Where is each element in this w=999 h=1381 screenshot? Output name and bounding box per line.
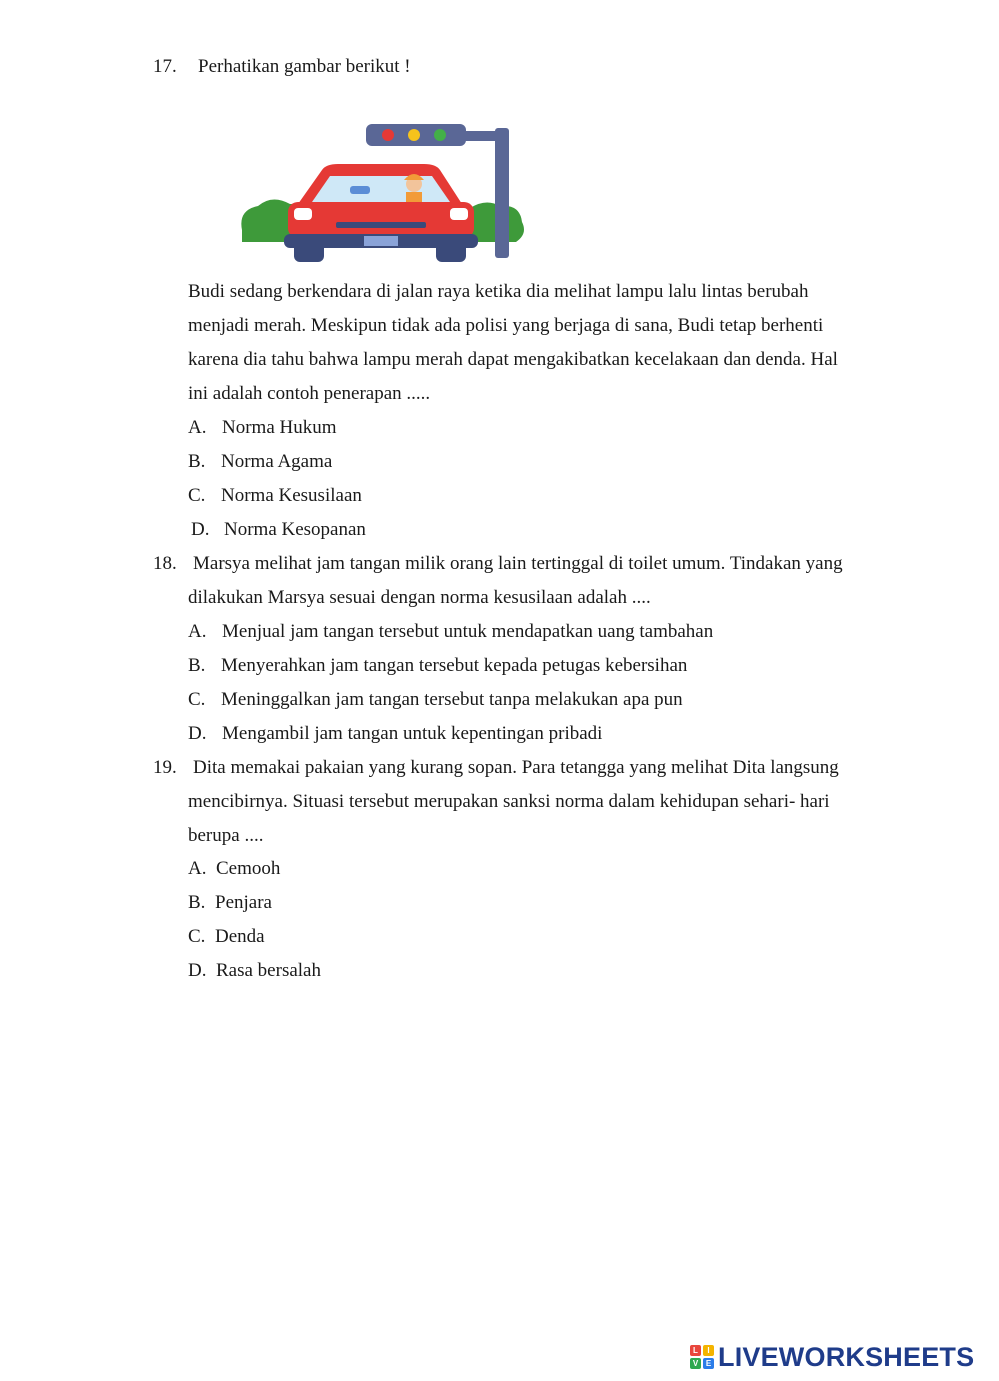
question-17-option-b[interactable] bbox=[188, 451, 332, 473]
logo-tiles-icon bbox=[690, 1345, 714, 1369]
question-18-text-line: dilakukan Marsya sesuai dengan norma kesusilaan adalah .... bbox=[188, 587, 651, 608]
option-text: Menjual jam tangan tersebut untuk mendapatkan uang tambahan bbox=[222, 621, 714, 642]
logo-tile: I bbox=[703, 1345, 714, 1356]
option-text: Cemooh bbox=[216, 858, 281, 879]
option-text: Norma Kesopanan bbox=[224, 519, 366, 540]
traffic-light-green-icon bbox=[434, 129, 446, 141]
question-19-option-d[interactable] bbox=[188, 960, 321, 982]
option-text: Rasa bersalah bbox=[216, 960, 321, 981]
question-17-text-line: ini adalah contoh penerapan ..... bbox=[188, 383, 431, 404]
question-17-option-a[interactable] bbox=[188, 417, 337, 439]
question-19-text-line: mencibirnya. Situasi tersebut merupakan sanksi norma dalam kehidupan sehari- hari bbox=[188, 791, 830, 812]
option-text: Norma Kesusilaan bbox=[221, 485, 362, 506]
question-19-text-line: Dita memakai pakaian yang kurang sopan. Para tetangga yang melihat Dita langsung bbox=[193, 757, 839, 778]
option-text: Denda bbox=[215, 926, 265, 947]
logo-tile: E bbox=[703, 1358, 714, 1369]
option-text: Menyerahkan jam tangan tersebut kepada petugas kebersihan bbox=[221, 655, 688, 676]
logo-text: LIVEWORKSHEETS bbox=[718, 1341, 975, 1372]
question-19-option-b[interactable] bbox=[188, 892, 272, 914]
question-18-option-b[interactable] bbox=[188, 655, 687, 677]
question-number-19: 19. bbox=[153, 757, 177, 778]
option-letter: C. bbox=[188, 689, 206, 710]
option-letter: A. bbox=[188, 858, 207, 879]
logo-tile: L bbox=[690, 1345, 701, 1356]
option-letter: B. bbox=[188, 655, 206, 676]
question-18-text-line: Marsya melihat jam tangan milik orang lain tertinggal di toilet umum. Tindakan yang bbox=[193, 553, 843, 574]
question-17-text-line: menjadi merah. Meskipun tidak ada polisi yang berjaga di sana, Budi tetap berhenti bbox=[188, 315, 824, 336]
question-number-17: 17. bbox=[153, 56, 177, 77]
option-letter: D. bbox=[188, 960, 207, 981]
option-letter: C. bbox=[188, 926, 206, 947]
question-17-option-d[interactable] bbox=[191, 519, 366, 541]
option-text: Penjara bbox=[215, 892, 272, 913]
traffic-light-yellow-icon bbox=[408, 129, 420, 141]
question-17-prompt: Perhatikan gambar berikut ! bbox=[198, 56, 411, 77]
option-text: Meninggalkan jam tangan tersebut tanpa melakukan apa pun bbox=[221, 689, 683, 710]
option-letter: C. bbox=[188, 485, 206, 506]
option-letter: A. bbox=[188, 621, 207, 642]
option-letter: B. bbox=[188, 451, 206, 472]
question-17-text-line: Budi sedang berkendara di jalan raya ketika dia melihat lampu lalu lintas berubah bbox=[188, 281, 809, 302]
option-letter: B. bbox=[188, 892, 206, 913]
question-17-option-c[interactable] bbox=[188, 485, 362, 507]
traffic-light-red-icon bbox=[382, 129, 394, 141]
option-letter: A. bbox=[188, 417, 207, 438]
question-19-option-a[interactable] bbox=[188, 858, 280, 880]
option-text: Norma Hukum bbox=[222, 417, 337, 438]
question-18-option-c[interactable] bbox=[188, 689, 683, 711]
question-19-option-c[interactable] bbox=[188, 926, 265, 948]
traffic-light-car-illustration bbox=[238, 118, 530, 268]
option-text: Norma Agama bbox=[221, 451, 333, 472]
red-car-icon bbox=[284, 164, 478, 262]
liveworksheets-logo bbox=[690, 1341, 974, 1373]
option-text: Mengambil jam tangan untuk kepentingan pribadi bbox=[222, 723, 603, 744]
question-18-option-a[interactable] bbox=[188, 621, 713, 643]
logo-tile: V bbox=[690, 1358, 701, 1369]
question-number-18: 18. bbox=[153, 553, 177, 574]
question-18-option-d[interactable] bbox=[188, 723, 602, 745]
option-letter: D. bbox=[188, 723, 207, 744]
question-19-text-line: berupa .... bbox=[188, 825, 264, 846]
question-17-text-line: karena dia tahu bahwa lampu merah dapat mengakibatkan kecelakaan dan denda. Hal bbox=[188, 349, 838, 370]
option-letter: D. bbox=[191, 519, 210, 540]
